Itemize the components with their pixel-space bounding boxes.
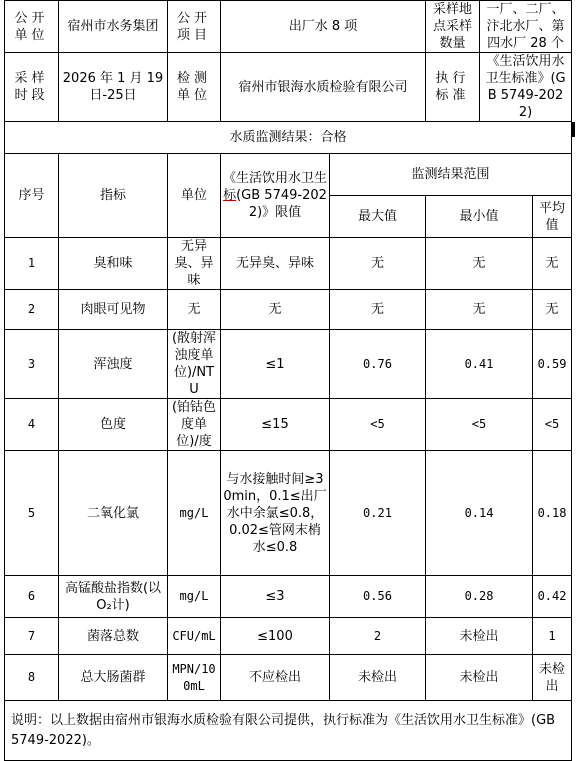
footnote: 说明：以上数据由宿州市银海水质检验有限公司提供，执行标准为《生活饮用水卫生标准》(GB 5749-2022)。 xyxy=(5,701,572,761)
row-indicator: 菌落总数 xyxy=(59,618,168,655)
row-min: 无 xyxy=(426,238,533,290)
row-no: 3 xyxy=(5,330,59,399)
header-row-2 xyxy=(5,53,572,122)
sampling-period-value: 2026 年 1 月 19日-25日 xyxy=(59,53,168,122)
row-no: 8 xyxy=(5,655,59,701)
row-avg: 0.59 xyxy=(533,330,572,399)
testing-unit-value: 宿州市银海水质检验有限公司 xyxy=(221,53,426,122)
sampling-site-label: 采样地点采样数量 xyxy=(426,1,480,53)
row-indicator: 色度 xyxy=(59,399,168,451)
row-limit: 不应检出 xyxy=(221,655,330,701)
row-unit: (铂钴色度单位)/度 xyxy=(168,399,221,451)
col-indicator: 指标 xyxy=(59,154,168,238)
row-avg: 未检出 xyxy=(533,655,572,701)
row-indicator: 高锰酸盐指数(以 O₂计) xyxy=(59,576,168,618)
row-indicator: 臭和味 xyxy=(59,238,168,290)
table-row xyxy=(5,618,572,655)
row-limit: 与水接触时间≥30min，0.1≤出厂水中余氯≤0.8，0.02≤管网末梢水≤0.8 xyxy=(221,451,330,576)
row-min: 0.41 xyxy=(426,330,533,399)
row-indicator: 二氧化氯 xyxy=(59,451,168,576)
row-no: 6 xyxy=(5,576,59,618)
row-max: 2 xyxy=(330,618,426,655)
row-avg: 无 xyxy=(533,290,572,330)
public-unit-label: 公开单位 xyxy=(5,1,59,53)
row-max: 0.21 xyxy=(330,451,426,576)
col-limit-post: (GB 5749-2022)》限值 xyxy=(236,188,327,220)
row-no: 4 xyxy=(5,399,59,451)
row-min: 0.14 xyxy=(426,451,533,576)
row-min: 无 xyxy=(426,290,533,330)
row-avg: 0.42 xyxy=(533,576,572,618)
row-max: 0.76 xyxy=(330,330,426,399)
row-avg: 1 xyxy=(533,618,572,655)
table-row xyxy=(5,290,572,330)
col-range: 监测结果范围 xyxy=(330,154,572,196)
sampling-site-value: 一厂、二厂、汴北水厂、第四水厂 28 个 xyxy=(480,1,572,53)
column-header-row-1 xyxy=(5,154,572,196)
row-unit: MPN/100mL xyxy=(168,655,221,701)
row-max: <5 xyxy=(330,399,426,451)
row-unit: 无 xyxy=(168,290,221,330)
col-no: 序号 xyxy=(5,154,59,238)
testing-unit-label: 检测单位 xyxy=(168,53,221,122)
table-row xyxy=(5,330,572,399)
result-title-row xyxy=(5,122,572,154)
table-row xyxy=(5,576,572,618)
row-unit: mg/L xyxy=(168,451,221,576)
row-max: 0.56 xyxy=(330,576,426,618)
table-row xyxy=(5,451,572,576)
public-unit-value: 宿州市水务集团 xyxy=(59,1,168,53)
row-no: 1 xyxy=(5,238,59,290)
row-min: 未检出 xyxy=(426,655,533,701)
col-limit-underlined: 标 xyxy=(223,188,237,203)
row-no: 2 xyxy=(5,290,59,330)
row-indicator: 浑浊度 xyxy=(59,330,168,399)
row-indicator: 总大肠菌群 xyxy=(59,655,168,701)
row-max: 无 xyxy=(330,238,426,290)
col-max: 最大值 xyxy=(330,196,426,238)
row-min: <5 xyxy=(426,399,533,451)
table-row xyxy=(5,399,572,451)
row-limit: ≤100 xyxy=(221,618,330,655)
row-no: 7 xyxy=(5,618,59,655)
row-limit: 无 xyxy=(221,290,330,330)
row-unit: mg/L xyxy=(168,576,221,618)
row-unit: CFU/mL xyxy=(168,618,221,655)
table-row xyxy=(5,238,572,290)
row-min: 未检出 xyxy=(426,618,533,655)
table-row xyxy=(5,655,572,701)
row-limit: 无异臭、异味 xyxy=(221,238,330,290)
public-item-value: 出厂水 8 项 xyxy=(221,1,426,53)
row-min: 0.28 xyxy=(426,576,533,618)
row-limit: ≤15 xyxy=(221,399,330,451)
standard-label: 执行标准 xyxy=(426,53,480,122)
row-limit: ≤3 xyxy=(221,576,330,618)
row-avg: 无 xyxy=(533,238,572,290)
col-min: 最小值 xyxy=(426,196,533,238)
row-unit: (散射浑浊度单位)/NTU xyxy=(168,330,221,399)
header-row-1 xyxy=(5,1,572,53)
sampling-period-label: 采样时段 xyxy=(5,53,59,122)
note-row xyxy=(5,701,572,761)
row-unit: 无异臭、异味 xyxy=(168,238,221,290)
row-limit: ≤1 xyxy=(221,330,330,399)
row-max: 无 xyxy=(330,290,426,330)
col-limit-pre: 《生活饮用水卫生 xyxy=(223,171,328,186)
water-quality-table xyxy=(4,0,572,761)
result-title: 水质监测结果：合格 xyxy=(5,122,572,154)
col-avg: 平均值 xyxy=(533,196,572,238)
row-max: 未检出 xyxy=(330,655,426,701)
row-indicator: 肉眼可见物 xyxy=(59,290,168,330)
row-avg: 0.18 xyxy=(533,451,572,576)
public-item-label: 公开项目 xyxy=(168,1,221,53)
col-limit xyxy=(221,154,330,238)
standard-value: 《生活饮用水卫生标准》(GB 5749-2022) xyxy=(480,53,572,122)
col-unit: 单位 xyxy=(168,154,221,238)
row-no: 5 xyxy=(5,451,59,576)
row-avg: <5 xyxy=(533,399,572,451)
text-cursor xyxy=(572,122,575,137)
